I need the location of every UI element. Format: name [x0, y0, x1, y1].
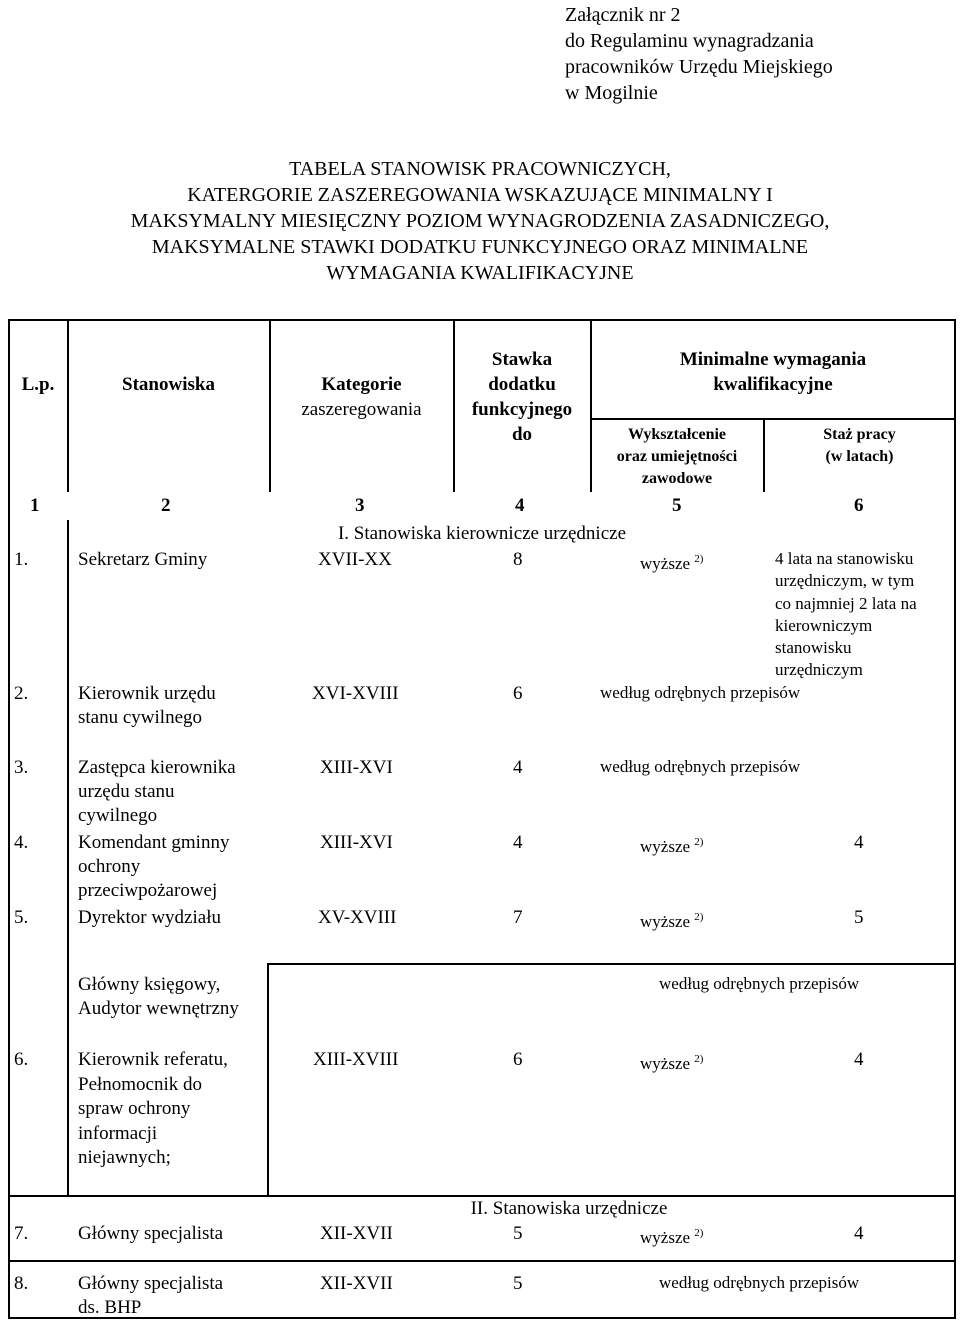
position-line: spraw ochrony: [78, 1098, 191, 1119]
row-allowance: 8: [513, 549, 523, 570]
education-text: wyższe: [640, 837, 691, 856]
header-wymagania-line: kwalifikacyjne: [713, 374, 833, 395]
row-category: XII-XVII: [320, 1273, 393, 1294]
row-position: [78, 973, 239, 1021]
row-position: [78, 1272, 223, 1320]
row-education: według odrębnych przepisów: [600, 757, 801, 776]
row-category: XVII-XX: [318, 549, 392, 570]
experience-line: co najmniej 2 lata na: [775, 593, 917, 613]
position-line: Zastępca kierownika: [78, 757, 236, 778]
row-position: Dyrektor wydziału: [78, 907, 221, 928]
attachment-line: do Regulaminu wynagradzania: [565, 30, 814, 52]
column-divider: [67, 520, 69, 1197]
row-experience: 4: [854, 832, 864, 853]
row-education: według odrębnych przepisów: [600, 683, 801, 702]
position-line: Pełnomocnik do: [78, 1073, 203, 1095]
header-staz: [765, 424, 954, 468]
header-wyksztalcenie-line: zawodowe: [641, 470, 713, 487]
education-text: wyższe: [640, 912, 691, 931]
column-divider: [67, 319, 69, 492]
experience-line: urzędniczym, w tym: [775, 571, 915, 591]
header-wyksztalcenie-line: oraz umiejętności: [616, 448, 738, 465]
header-stawka-line: dodatku: [488, 374, 556, 395]
position-line: ochrony: [78, 856, 141, 877]
title-line: WYMAGANIA KWALIFIKACYJNE: [326, 262, 634, 284]
education-text: wyższe: [640, 1054, 691, 1073]
header-lp: L.p.: [21, 374, 55, 395]
header-wymagania: [592, 347, 954, 397]
header-stawka: [455, 347, 589, 447]
row-education: [640, 906, 703, 933]
position-line: stanu cywilnego: [78, 707, 203, 728]
row-experience: 5: [854, 907, 864, 928]
row-position: [78, 831, 229, 903]
experience-line: 4 lata na stanowisku: [775, 549, 914, 568]
position-line: przeciwpożarowej: [78, 880, 218, 901]
row-position: Sekretarz Gminy: [78, 549, 208, 570]
footnote-mark: 2): [694, 836, 704, 848]
row-position: [78, 682, 216, 730]
row-education: [640, 1222, 703, 1249]
section-heading: II. Stanowiska urzędnicze: [470, 1198, 668, 1219]
row-experience: 4: [854, 1049, 864, 1070]
position-line: informacji: [78, 1122, 158, 1144]
row-divider: [267, 963, 956, 965]
row-allowance: 4: [513, 757, 523, 778]
attachment-line: w Mogilnie: [565, 82, 658, 104]
position-line: ds. BHP: [78, 1297, 142, 1318]
attachment-line: Załącznik nr 2: [565, 4, 681, 26]
section-heading: I. Stanowiska kierownicze urzędnicze: [337, 523, 627, 544]
header-kategorie-line: Kategorie: [321, 374, 402, 395]
row-education: [640, 548, 703, 575]
row-category: XV-XVIII: [318, 907, 397, 928]
position-line: Kierownik urzędu: [78, 683, 216, 704]
position-line: Główny specjalista: [78, 1273, 224, 1294]
education-text: wyższe: [640, 554, 691, 573]
row-experience: [775, 548, 917, 682]
header-staz-line: (w latach): [825, 448, 894, 465]
row-position: [78, 756, 236, 828]
column-divider: [267, 965, 269, 1197]
row-education: [640, 1048, 703, 1075]
position-line: Komendant gminny: [78, 832, 230, 853]
attachment-note: [565, 2, 833, 106]
experience-line: urzędniczym: [775, 660, 863, 680]
position-line: Kierownik referatu,: [78, 1049, 228, 1070]
row-lp: 1.: [14, 549, 29, 570]
column-number: 4: [515, 495, 525, 516]
row-category: XIII-XVI: [320, 757, 393, 778]
attachment-line: pracowników Urzędu Miejskiego: [565, 56, 833, 78]
footnote-mark: 2): [694, 1053, 704, 1065]
position-line: urzędu stanu: [78, 781, 175, 802]
footnote-mark: 2): [694, 911, 704, 923]
row-divider: [590, 418, 956, 420]
header-kategorie-line: zaszeregowania: [301, 399, 422, 420]
footnote-mark: 2): [694, 553, 704, 565]
row-allowance: 5: [513, 1223, 523, 1244]
title-line: KATERGORIE ZASZEREGOWANIA WSKAZUJĄCE MINIMALNY I: [187, 184, 773, 206]
title-line: TABELA STANOWISK PRACOWNICZYCH,: [289, 158, 671, 180]
row-lp: 8.: [14, 1273, 29, 1294]
footnote-mark: 2): [694, 1227, 704, 1239]
row-category: XVI-XVIII: [312, 683, 399, 704]
row-allowance: 5: [513, 1273, 523, 1294]
row-category: XIII-XVIII: [313, 1049, 399, 1070]
row-position: Główny specjalista: [78, 1223, 224, 1244]
row-category: XIII-XVI: [320, 832, 393, 853]
column-number: 2: [161, 495, 171, 516]
row-experience: 4: [854, 1223, 864, 1244]
row-lp: 4.: [14, 832, 29, 853]
row-lp: 5.: [14, 907, 29, 928]
document-title: [0, 156, 960, 286]
row-divider: [8, 1260, 956, 1262]
position-line: cywilnego: [78, 805, 158, 826]
row-category: XII-XVII: [320, 1223, 393, 1244]
header-stawka-line: do: [511, 424, 533, 445]
row-lp: 3.: [14, 757, 29, 778]
row-allowance: 7: [513, 907, 523, 928]
column-number: 3: [355, 495, 365, 516]
row-allowance: 4: [513, 832, 523, 853]
row-education: [640, 831, 703, 858]
row-lp: 2.: [14, 683, 29, 704]
row-position: [78, 1048, 228, 1171]
header-stawka-line: funkcyjnego: [471, 399, 573, 420]
position-line: Audytor wewnętrzny: [78, 998, 239, 1019]
header-wymagania-line: Minimalne wymagania: [679, 349, 867, 370]
row-allowance: 6: [513, 1049, 523, 1070]
title-line: MAKSYMALNY MIESIĘCZNY POZIOM WYNAGRODZENIA ZASADNICZEGO,: [130, 210, 830, 232]
column-number: 5: [672, 495, 682, 516]
experience-line: kierowniczym: [775, 615, 873, 635]
row-education: według odrębnych przepisów: [659, 974, 860, 993]
column-number: 1: [30, 495, 40, 516]
row-lp: 7.: [14, 1223, 29, 1244]
header-kategorie: [271, 372, 452, 422]
title-line: MAKSYMALNE STAWKI DODATKU FUNKCYJNEGO ORAZ MINIMALNE: [151, 236, 809, 258]
row-education: według odrębnych przepisów: [659, 1273, 860, 1292]
header-staz-line: Staż pracy: [823, 426, 896, 443]
experience-line: stanowisku: [775, 638, 852, 658]
position-line: Główny księgowy,: [78, 974, 221, 995]
header-wyksztalcenie: [592, 424, 762, 490]
header-stawka-line: Stawka: [491, 349, 553, 370]
column-number: 6: [854, 495, 864, 516]
education-text: wyższe: [640, 1228, 691, 1247]
header-stanowiska: Stanowiska: [122, 374, 215, 395]
position-line: niejawnych;: [78, 1147, 171, 1168]
row-lp: 6.: [14, 1049, 29, 1070]
row-allowance: 6: [513, 683, 523, 704]
header-wyksztalcenie-line: Wykształcenie: [627, 426, 727, 443]
